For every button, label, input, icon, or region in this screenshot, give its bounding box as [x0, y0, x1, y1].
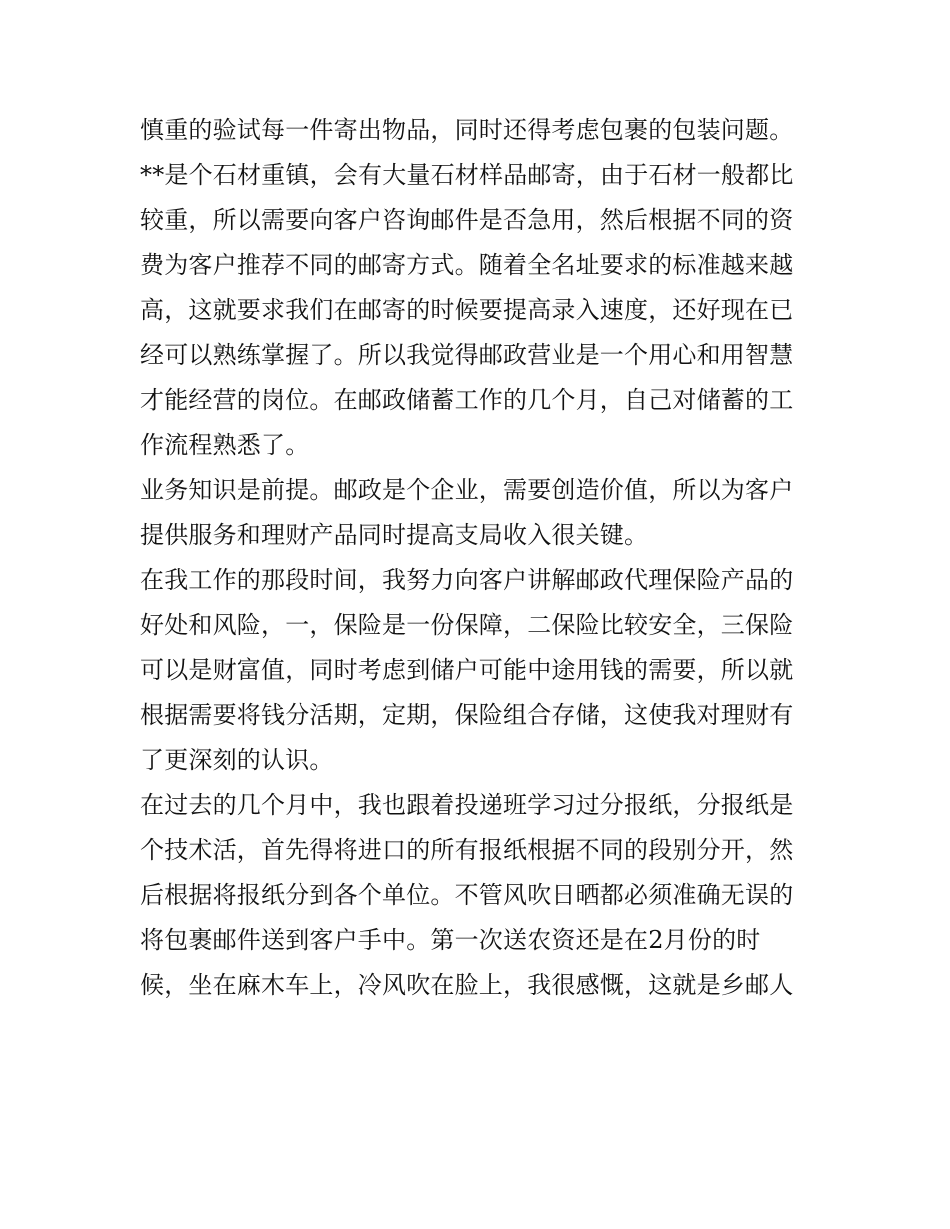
text-line: 费为客户推荐不同的邮寄方式。随着全名址要求的标准越来越	[140, 251, 794, 279]
text-line: 慎重的验试每一件寄出物品，同时还得考虑包裹的包装问题。	[140, 116, 794, 144]
text-line: **是个石材重镇，会有大量石材样品邮寄，由于石材一般都比	[140, 161, 794, 189]
text-line: 在我工作的那段时间，我努力向客户讲解邮政代理保险产品的	[140, 566, 794, 594]
text-line: 在过去的几个月中，我也跟着投递班学习过分报纸，分报纸是	[140, 791, 794, 819]
text-line: 将包裹邮件送到客户手中。第一次送农资还是在2月份的时	[140, 926, 761, 954]
document-body	[140, 108, 820, 1008]
text-line: 候，坐在麻木车上，冷风吹在脸上，我很感慨，这就是乡邮人	[140, 971, 794, 999]
text-line: 了更深刻的认识。	[140, 746, 334, 774]
text-line: 提供服务和理财产品同时提高支局收入很关键。	[140, 521, 649, 549]
text-line: 好处和风险，一，保险是一份保障，二保险比较安全，三保险	[140, 611, 794, 639]
text-line: 较重，所以需要向客户咨询邮件是否急用，然后根据不同的资	[140, 206, 794, 234]
text-line: 经可以熟练掌握了。所以我觉得邮政营业是一个用心和用智慧	[140, 341, 794, 369]
text-line: 个技术活，首先得将进口的所有报纸根据不同的段别分开，然	[140, 836, 794, 864]
text-line: 才能经营的岗位。在邮政储蓄工作的几个月，自己对储蓄的工	[140, 386, 794, 414]
text-line: 高，这就要求我们在邮寄的时候要提高录入速度，还好现在已	[140, 296, 794, 324]
text-line: 作流程熟悉了。	[140, 431, 310, 459]
text-line: 业务知识是前提。邮政是个企业，需要创造价值，所以为客户	[140, 476, 794, 504]
text-line: 根据需要将钱分活期，定期，保险组合存储，这使我对理财有	[140, 701, 794, 729]
text-line: 可以是财富值，同时考虑到储户可能中途用钱的需要，所以就	[140, 656, 794, 684]
text-line: 后根据将报纸分到各个单位。不管风吹日晒都必须准确无误的	[140, 881, 794, 909]
